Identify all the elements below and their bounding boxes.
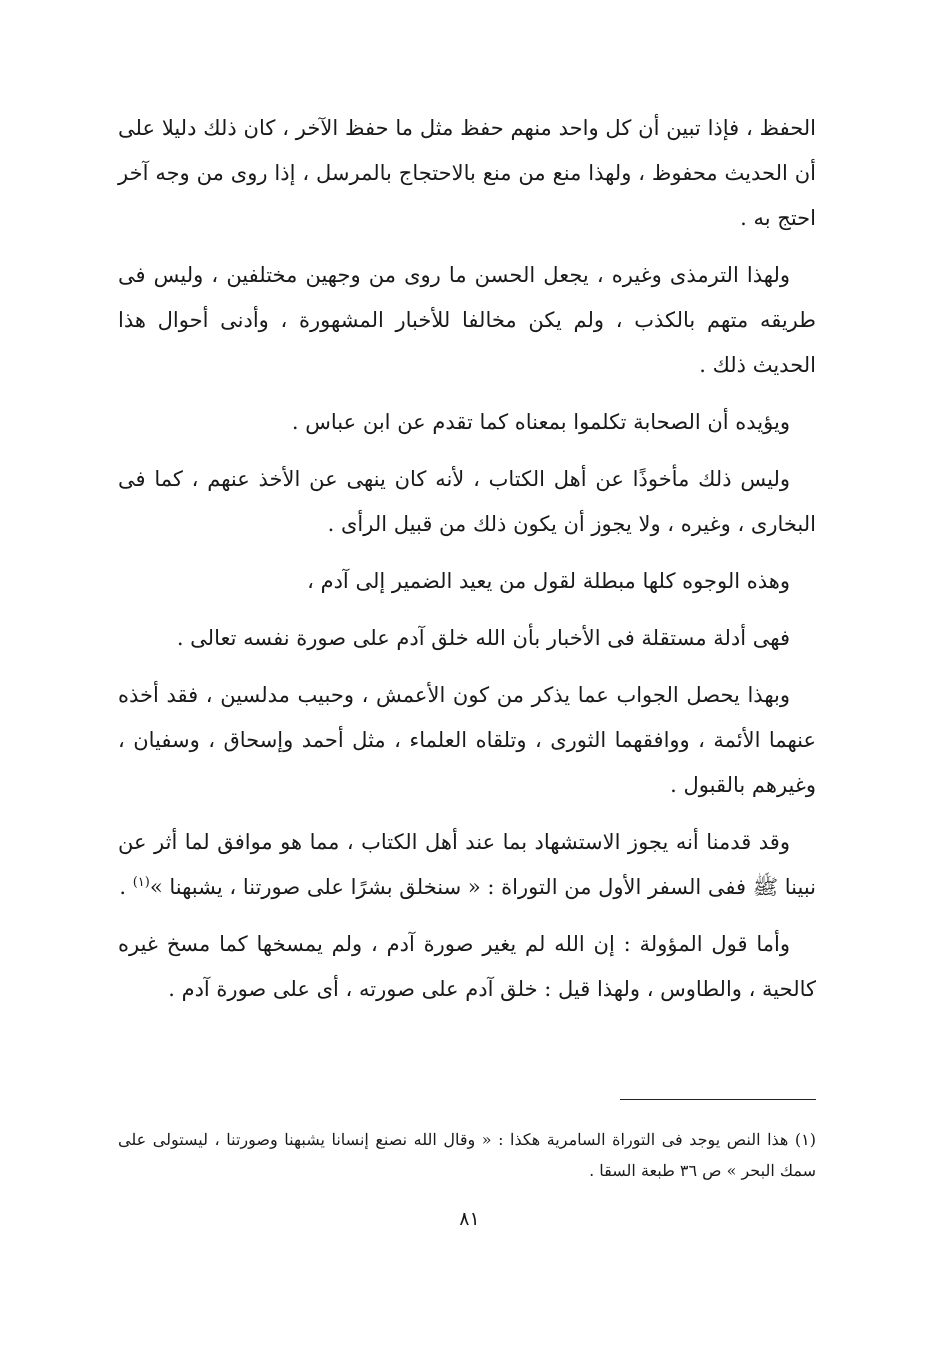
paragraph-9: وأما قول المؤولة : إن الله لم يغير صورة آدم ، ولم يمسخها كما مسخ غيره كالحية ، والطاوس ، ولهذا قيل : خلق آدم على صورته ، أى على صورة آدم . xyxy=(118,932,816,1001)
paragraph-1: الحفظ ، فإذا تبين أن كل واحد منهم حفظ مثل ما حفظ الآخر ، كان ذلك دليلا على أن الحديث محفوظ ، ولهذا منع من منع بالاحتجاج بالمرسل ، إذا روى من وجه آخر احتج به . xyxy=(118,116,816,230)
paragraph-8-tail: . xyxy=(119,875,133,899)
paragraph-8 xyxy=(118,820,816,910)
footnote: (١) هذا النص يوجد فى التوراة السامرية هكذا : « وقال الله نصنع إنسانا يشبهنا وصورتنا ، ليستولى على سمك البحر » ص ٣٦ طبعة السقا . xyxy=(118,1130,816,1180)
paragraph-8-text: وقد قدمنا أنه يجوز الاستشهاد بما عند أهل الكتاب ، مما هو موافق لما أثر عن نبينا ﷺ ففى السفر الأول من التوراة : « سنخلق بشرًا على صورتنا ، يشبهنا » xyxy=(118,830,816,899)
paragraph-4: وليس ذلك مأخوذًا عن أهل الكتاب ، لأنه كان ينهى عن الأخذ عنهم ، كما فى البخارى ، وغيره ، ولا يجوز أن يكون ذلك من قبيل الرأى . xyxy=(118,467,816,536)
paragraph-5: وهذه الوجوه كلها مبطلة لقول من يعيد الضمير إلى آدم ، xyxy=(307,569,790,593)
paragraph-3: ويؤيده أن الصحابة تكلموا بمعناه كما تقدم عن ابن عباس . xyxy=(291,410,790,434)
paragraph-2: ولهذا الترمذى وغيره ، يجعل الحسن ما روى من وجهين مختلفين ، وليس فى طريقه متهم بالكذب ، ولم يكن مخالفا للأخبار المشهورة ، وأدنى أحوال هذا الحديث ذلك . xyxy=(118,263,816,377)
paragraph-6: فهى أدلة مستقلة فى الأخبار بأن الله خلق آدم على صورة نفسه تعالى . xyxy=(176,626,790,650)
main-text xyxy=(118,106,816,1024)
footnote-reference[interactable]: (١) xyxy=(132,875,150,890)
paragraph-7: وبهذا يحصل الجواب عما يذكر من كون الأعمش ، وحبيب مدلسين ، فقد أخذه عنهما الأئمة ، ووافقهما الثورى ، وتلقاه العلماء ، مثل أحمد وإسحاق ، وسفيان ، وغيرهم بالقبول . xyxy=(118,683,816,797)
footnote-separator xyxy=(620,1099,816,1100)
page-number: ٨١ xyxy=(459,1208,480,1230)
